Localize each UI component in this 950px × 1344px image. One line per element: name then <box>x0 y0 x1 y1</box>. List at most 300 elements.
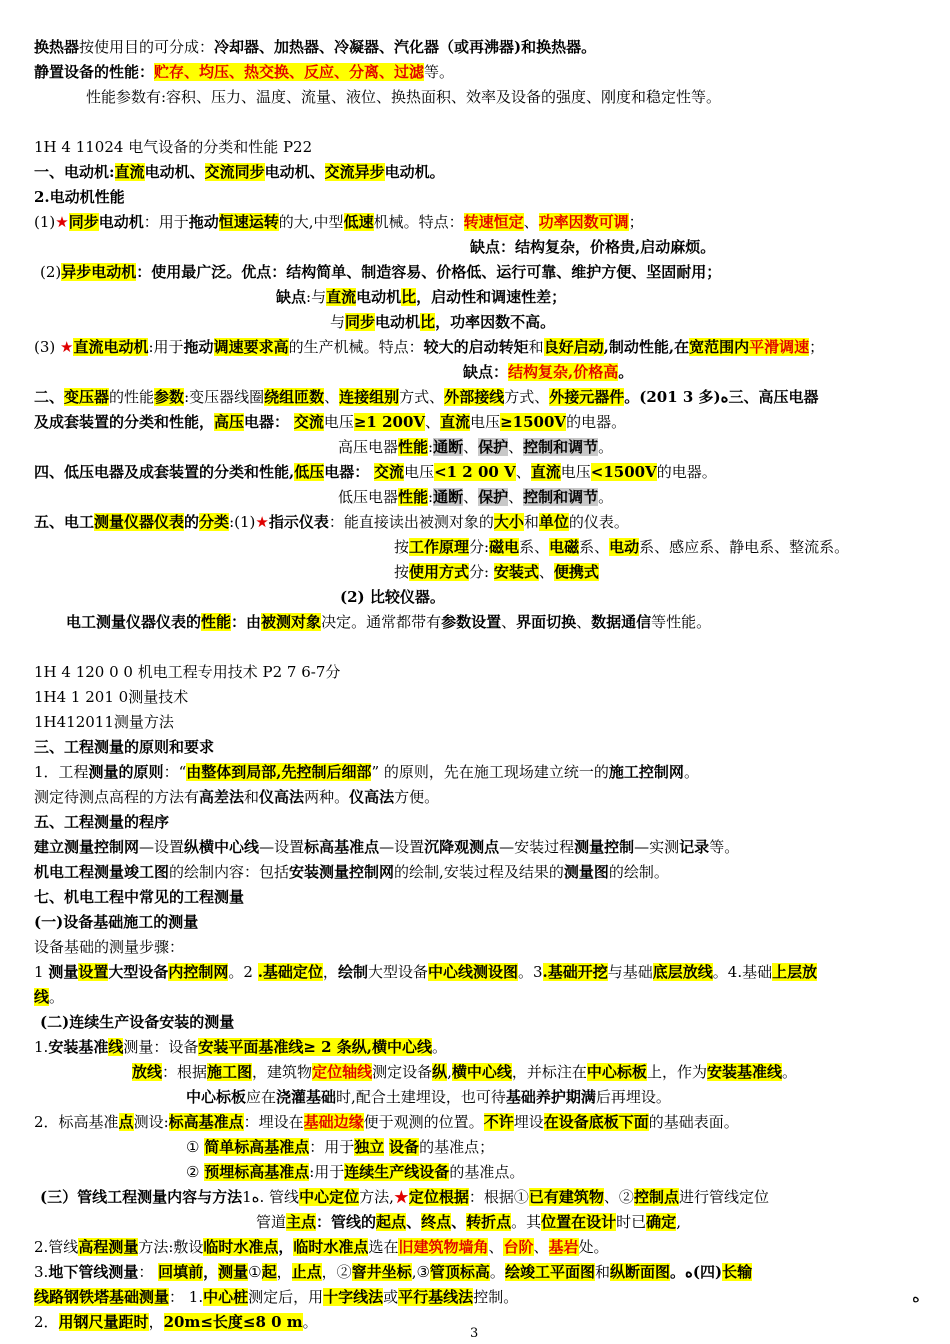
text-segment: 1H 4 120 0 0 机电工程专用技术 P2 7 6-7分 <box>34 663 341 681</box>
text-segment: 主点 <box>286 1213 317 1231</box>
text-line <box>470 236 715 258</box>
text-segment: 交流 <box>293 413 324 431</box>
text-segment: ① <box>248 1263 262 1281</box>
text-segment: <1 2 00 V <box>434 463 516 481</box>
star-icon: ★ <box>393 1188 409 1206</box>
text-segment: 。 <box>781 1063 797 1081</box>
text-line <box>34 686 188 708</box>
text-segment: ：根据① <box>468 1188 529 1206</box>
text-segment: ：由 <box>231 613 262 631</box>
text-line <box>394 561 599 583</box>
text-line <box>34 136 312 158</box>
text-segment: 性能 <box>398 438 429 456</box>
text-segment: 宽范围内 <box>689 338 750 356</box>
text-segment: 2.管线 <box>34 1238 79 1256</box>
text-segment: —设置 <box>139 838 185 856</box>
text-segment: 定位根据 <box>408 1188 469 1206</box>
text-segment: 。(201 3 多)ﻩ三、高压电器 <box>624 388 819 406</box>
text-segment: 独立 <box>354 1138 385 1156</box>
text-segment: 系、感应系、静电系、整流系。 <box>639 538 850 556</box>
text-segment: 中心桩 <box>203 1288 249 1306</box>
text-segment: ：使用最广泛。优点：结构简单、制造容易、价格低、运行可靠、维护方便、坚固耐用； <box>136 263 722 281</box>
text-segment: ① <box>186 1138 205 1156</box>
text-segment: 四、低压电器及成套装置的分类和性能, <box>34 463 295 481</box>
text-segment: 长输 <box>722 1263 753 1281</box>
text-segment: 两种。 <box>304 788 350 806</box>
text-segment: 静置设备的性能： <box>34 63 155 81</box>
text-segment: 方便。 <box>394 788 440 806</box>
text-segment: 已有建筑物 <box>528 1188 604 1206</box>
text-line <box>394 536 849 558</box>
text-segment: 台阶 <box>503 1238 534 1256</box>
text-segment: 拖动 <box>183 338 214 356</box>
text-segment: 的生产机械。特点： <box>288 338 424 356</box>
text-segment: ,制动性能,在 <box>603 338 690 356</box>
text-line <box>34 386 819 408</box>
text-segment: 和 <box>528 338 544 356</box>
text-segment: 低压 <box>294 463 325 481</box>
text-segment: 上层放 <box>772 963 818 981</box>
text-segment: 线路钢铁塔基础测量 <box>34 1288 170 1306</box>
text-segment: 处。 <box>578 1238 609 1256</box>
text-segment: (2) 比较仪器。 <box>340 588 445 606</box>
text-segment: 恒速运转 <box>218 213 279 231</box>
text-segment: 性能 <box>398 488 429 506</box>
text-segment: ：用于 <box>143 213 189 231</box>
star-icon: ★ <box>60 338 74 356</box>
text-segment: 直流 <box>114 163 145 181</box>
text-segment: 直流 <box>440 413 471 431</box>
text-segment: 交流同步 <box>204 163 265 181</box>
text-segment: 性能 <box>201 613 232 631</box>
text-segment: ： <box>138 1263 159 1281</box>
text-segment: 1H4 1 201 0测量技术 <box>34 688 189 706</box>
text-segment: 等性能。 <box>651 613 712 631</box>
text-segment: 、 <box>523 213 539 231</box>
text-segment: ，启动性和调速性差； <box>416 288 567 306</box>
text-segment: 方法, <box>359 1188 394 1206</box>
text-segment: 在设备底板下面 <box>543 1113 649 1131</box>
text-segment: 时,配合土建埋设，也可待 <box>336 1088 506 1106</box>
text-segment: 。 <box>49 988 65 1006</box>
text-line <box>912 1286 920 1308</box>
text-segment: 测量 <box>218 1263 249 1281</box>
text-line <box>34 936 184 958</box>
text-segment: 放线 <box>132 1063 163 1081</box>
text-segment: —设置 <box>379 838 425 856</box>
text-segment: 。2 <box>228 963 258 981</box>
text-segment: 测量：设备 <box>123 1038 199 1056</box>
text-line <box>34 836 739 858</box>
text-segment: 纵断面图 <box>609 1263 670 1281</box>
text-segment: 地下管线测量 <box>48 1263 139 1281</box>
text-segment: 单位 <box>538 513 569 531</box>
text-segment: 安装基准线 <box>706 1063 782 1081</box>
text-segment: 。3 <box>517 963 543 981</box>
text-segment: 、 <box>406 1213 422 1231</box>
text-segment: 指示仪表 <box>268 513 329 531</box>
text-segment: 纵 <box>432 1063 448 1081</box>
text-segment: 的电器。 <box>566 413 627 431</box>
text-segment: 施工控制网 <box>608 763 684 781</box>
text-segment: 拖动 <box>188 213 219 231</box>
text-segment: 比 <box>420 313 436 331</box>
text-segment: (二)连续生产设备安装的测量 <box>40 1013 235 1031</box>
text-segment: ：管线的 <box>316 1213 377 1231</box>
text-segment: :用于 <box>309 1163 345 1181</box>
text-segment: 、 <box>425 413 441 431</box>
text-segment: 直流电动机 <box>73 338 149 356</box>
text-segment: 低压电器 <box>338 488 399 506</box>
text-segment: 、 <box>508 488 524 506</box>
text-segment: 同步 <box>68 213 99 231</box>
text-segment: 五、电工 <box>34 513 95 531</box>
text-line <box>34 786 439 808</box>
text-segment: 、 <box>501 613 517 631</box>
text-line <box>40 261 721 283</box>
text-segment: 调速要求高 <box>213 338 289 356</box>
text-segment: 缺点：结构复杂，价格贵,启动麻烦。 <box>470 238 716 256</box>
text-segment: 方式、 <box>399 388 445 406</box>
text-segment: 绘竣工平面图 <box>504 1263 595 1281</box>
text-line <box>34 886 244 908</box>
text-segment: 选在 <box>368 1238 399 1256</box>
text-segment: 二、 <box>34 388 65 406</box>
text-segment: 确定 <box>646 1213 677 1231</box>
text-segment: 控制和调节 <box>523 438 599 456</box>
text-segment: ≥1 200V <box>353 413 426 431</box>
text-segment: 分: <box>469 563 494 581</box>
text-segment: 按 <box>394 563 410 581</box>
text-segment: 安装平面基准线≥ 2 条纵,横中心线 <box>198 1038 433 1056</box>
text-segment: 窨井坐标 <box>351 1263 412 1281</box>
text-segment: :(1) <box>229 513 256 531</box>
text-segment: 中心定位 <box>299 1188 360 1206</box>
text-line <box>34 736 214 758</box>
text-line <box>34 861 669 883</box>
text-segment: 转速恒定 <box>463 213 524 231</box>
text-segment: 电器： <box>324 463 370 481</box>
text-segment: 、 <box>533 1238 549 1256</box>
text-segment: ，② <box>321 1263 352 1281</box>
text-segment: 及成套装置的分类和性能， <box>34 413 215 431</box>
text-segment: 电压 <box>470 413 501 431</box>
text-line <box>34 1286 518 1308</box>
text-segment: 临时水准点 <box>203 1238 279 1256</box>
text-segment: ， <box>322 963 338 981</box>
text-segment: 起 <box>261 1263 277 1281</box>
text-segment: 结构复杂,价格高 <box>508 363 619 381</box>
text-segment: 仪高法 <box>259 788 305 806</box>
text-segment: 变压器 <box>64 388 110 406</box>
text-line <box>34 1261 752 1283</box>
text-segment: 。 <box>489 1263 505 1281</box>
text-segment: 冷却器、加热器、冷凝器、汽化器（或再沸器)和换热器。 <box>214 38 597 56</box>
text-segment: 大型设备 <box>108 963 169 981</box>
text-segment: 线 <box>34 988 50 1006</box>
text-segment: 管顶标高 <box>429 1263 490 1281</box>
text-segment: 电工测量仪器仪表的 <box>66 613 202 631</box>
text-segment: 安装测量控制网 <box>289 863 395 881</box>
text-segment: .基础开挖 <box>542 963 608 981</box>
text-segment: 回填前 <box>158 1263 204 1281</box>
text-segment: 电动机 <box>356 288 402 306</box>
text-segment: 缺点： <box>463 363 509 381</box>
text-segment: 磁电 <box>489 538 520 556</box>
text-segment: 。 <box>302 1313 318 1331</box>
text-segment: 、 <box>488 1238 504 1256</box>
text-segment: 简单标高基准点 <box>204 1138 310 1156</box>
text-segment: 电压 <box>323 413 354 431</box>
text-segment: 测量的原则 <box>88 763 164 781</box>
text-line <box>186 1136 494 1158</box>
text-line <box>330 311 555 333</box>
text-line <box>132 1061 797 1083</box>
text-segment: 终点 <box>421 1213 452 1231</box>
text-segment: 基岩 <box>548 1238 579 1256</box>
text-segment: 设置 <box>78 963 109 981</box>
text-segment: 2． <box>34 1313 59 1331</box>
text-segment: 连接组别 <box>339 388 400 406</box>
text-segment: 时已 <box>616 1213 647 1231</box>
text-line <box>34 1311 318 1333</box>
text-segment: 方法:敷设 <box>138 1238 204 1256</box>
text-segment: 施工图 <box>207 1063 253 1081</box>
text-segment: 方式、 <box>504 388 550 406</box>
text-segment: 横中心线 <box>451 1063 512 1081</box>
text-segment: 安装式 <box>493 563 539 581</box>
text-segment: 。其 <box>511 1213 542 1231</box>
text-segment: 基础边缘 <box>303 1113 364 1131</box>
text-segment: ，并标注在 <box>511 1063 587 1081</box>
text-segment: 测量控制 <box>574 838 635 856</box>
text-segment: 同步 <box>345 313 376 331</box>
text-segment: 分类 <box>199 513 230 531</box>
text-segment: 参数设置 <box>441 613 502 631</box>
text-line <box>40 1186 769 1208</box>
text-segment: 和 <box>244 788 260 806</box>
text-segment: 定位轴线 <box>312 1063 373 1081</box>
text-segment: ：埋设在 <box>243 1113 304 1131</box>
text-segment: 直流 <box>530 463 561 481</box>
text-segment: 一、电动机: <box>34 163 115 181</box>
text-segment: 控制。 <box>473 1288 519 1306</box>
text-line <box>86 86 721 108</box>
text-segment: 管道 <box>256 1213 287 1231</box>
text-segment: 中心标板 <box>186 1088 247 1106</box>
text-line <box>34 961 817 983</box>
text-segment: 。 <box>618 363 634 381</box>
text-segment: 不许 <box>483 1113 514 1131</box>
text-segment: 后再埋设。 <box>595 1088 671 1106</box>
text-segment: 保护 <box>478 488 509 506</box>
text-segment: 电压 <box>560 463 591 481</box>
text-segment: ， <box>203 1263 219 1281</box>
text-segment: (一)设备基础施工的测量 <box>34 913 199 931</box>
text-segment: 建立测量 <box>34 838 95 856</box>
text-segment: 高压 <box>214 413 245 431</box>
text-line <box>34 1236 609 1258</box>
text-segment: 测定设备 <box>372 1063 433 1081</box>
text-segment: 设备基础的测量步骤： <box>34 938 185 956</box>
text-segment: 测设: <box>133 1113 169 1131</box>
text-segment: 保护 <box>478 438 509 456</box>
text-segment: :变压器线圈 <box>184 388 265 406</box>
text-segment: 按 <box>394 538 410 556</box>
text-segment: 缺点 <box>276 288 307 306</box>
text-segment: 绘制 <box>337 963 368 981</box>
text-segment: 、② <box>603 1188 634 1206</box>
text-segment: (三）管线工程测量内容与方法 <box>40 1188 243 1206</box>
text-segment: 测定后，用 <box>248 1288 324 1306</box>
text-segment: , <box>676 1213 681 1231</box>
text-segment: 3. <box>34 1263 49 1281</box>
text-line <box>34 36 596 58</box>
text-segment: 控制网 <box>94 838 140 856</box>
text-segment: 、 <box>324 388 340 406</box>
page-number: 3 <box>470 1326 479 1341</box>
text-segment: 位置在设计 <box>541 1213 617 1231</box>
text-segment: 被测对象 <box>261 613 322 631</box>
text-line <box>34 661 340 683</box>
text-line <box>34 336 824 358</box>
text-segment: 分: <box>469 538 490 556</box>
text-segment: 1. <box>34 1038 49 1056</box>
text-line <box>34 411 626 433</box>
text-segment: 的基准点； <box>419 1138 495 1156</box>
text-segment: 的绘制,安装过程及结果的 <box>394 863 564 881</box>
text-segment: 系、 <box>579 538 610 556</box>
text-segment: 电磁 <box>549 538 580 556</box>
text-segment: 底层放线 <box>652 963 713 981</box>
text-segment: 高差法 <box>199 788 245 806</box>
text-segment: 1 <box>34 963 49 981</box>
text-segment: 测定待测点高程的方法有 <box>34 788 200 806</box>
text-segment: 机械。特点： <box>373 213 464 231</box>
text-segment: 的仪表。 <box>568 513 629 531</box>
text-line <box>66 611 711 633</box>
text-segment: 、 <box>463 488 479 506</box>
text-segment: 与基础 <box>607 963 653 981</box>
text-segment: 埋设 <box>513 1113 544 1131</box>
text-segment: 2．标高基准 <box>34 1113 119 1131</box>
text-segment: 的 <box>184 513 200 531</box>
text-segment: 测量 <box>48 963 79 981</box>
text-segment: —安装过程 <box>499 838 575 856</box>
text-segment: ，功率因数不高。 <box>435 313 556 331</box>
text-segment: ② <box>186 1163 205 1181</box>
text-segment: 沉降观测点 <box>424 838 500 856</box>
text-segment: 和 <box>523 513 539 531</box>
text-segment: 系、 <box>519 538 550 556</box>
text-segment: 绕组匝数 <box>264 388 325 406</box>
text-segment: 交流 <box>374 463 405 481</box>
text-line <box>34 1036 447 1058</box>
text-segment: <1500V <box>590 463 657 481</box>
text-segment: 按使用目的可分成： <box>79 38 215 56</box>
text-segment: 控制和调节 <box>523 488 599 506</box>
text-segment: ：“ <box>163 763 187 781</box>
text-segment: 用钢尺量距时 <box>58 1313 149 1331</box>
text-segment: 纵横中心线 <box>184 838 260 856</box>
text-segment: 低速 <box>343 213 374 231</box>
text-segment: .基础定位 <box>257 963 323 981</box>
text-segment: 应在 <box>246 1088 277 1106</box>
text-segment: 1ﻩ. 管线 <box>242 1188 300 1206</box>
text-segment: 的电器。 <box>656 463 717 481</box>
text-segment: 、 <box>451 1213 467 1231</box>
text-segment: 机电工程测量竣工图 <box>34 863 170 881</box>
text-line <box>34 711 174 733</box>
text-segment: 决定。通常都带有 <box>321 613 442 631</box>
text-segment: 性能参数有:容积、压力、温度、流量、液位、换热面积、效率及设备的强度、刚度和稳定性等。 <box>86 88 722 106</box>
text-segment: 通断 <box>433 438 464 456</box>
text-segment: 异步电动机 <box>61 263 137 281</box>
text-segment: 电动机。 <box>384 163 445 181</box>
text-segment: 平滑调速 <box>749 338 810 356</box>
text-segment: 便于观测的位置。 <box>363 1113 484 1131</box>
text-segment: ：用于 <box>309 1138 355 1156</box>
text-segment: (1) <box>34 213 56 231</box>
text-segment: , <box>447 1063 452 1081</box>
text-line <box>34 511 629 533</box>
text-segment: —设置 <box>259 838 305 856</box>
text-line <box>34 986 64 1008</box>
text-segment: 控制点 <box>633 1188 679 1206</box>
text-segment: 的大,中型 <box>278 213 344 231</box>
text-segment: 临时水准点 <box>293 1238 369 1256</box>
text-line <box>34 761 699 783</box>
text-line <box>34 1111 739 1133</box>
text-segment: ， <box>278 1238 294 1256</box>
text-line <box>338 436 613 458</box>
text-segment: ； <box>809 338 825 356</box>
text-segment: 测量图 <box>563 863 609 881</box>
text-segment: 预埋标高基准点 <box>204 1163 310 1181</box>
text-segment: 。4.基础 <box>712 963 773 981</box>
text-segment: 安装基准 <box>48 1038 109 1056</box>
text-segment: ：能直接读出被测对象的 <box>328 513 494 531</box>
text-segment: 。ﻩ(四) <box>669 1263 723 1281</box>
text-segment: 电压 <box>404 463 435 481</box>
text-segment: ，建筑物 <box>252 1063 313 1081</box>
text-segment: 十字线法 <box>323 1288 384 1306</box>
text-segment: 外接元器件 <box>549 388 625 406</box>
text-segment: 浇灌基础 <box>276 1088 337 1106</box>
text-segment: 高压电器 <box>338 438 399 456</box>
text-line <box>34 61 454 83</box>
text-segment: 、 <box>538 563 554 581</box>
text-segment: 大型设备 <box>367 963 428 981</box>
text-segment: 1．工程 <box>34 763 89 781</box>
text-line <box>34 811 169 833</box>
text-segment: 、 <box>508 438 524 456</box>
text-segment: 。 <box>598 438 614 456</box>
text-segment: 或 <box>383 1288 399 1306</box>
text-segment: ：根据 <box>162 1063 208 1081</box>
text-segment: 和 <box>594 1263 610 1281</box>
text-segment: 直流 <box>326 288 357 306</box>
text-line <box>340 586 445 608</box>
text-segment: 内控制网 <box>168 963 229 981</box>
text-segment: 等。 <box>424 63 455 81</box>
text-segment: 旧建筑物墙角 <box>398 1238 489 1256</box>
text-segment: :与 <box>306 288 327 306</box>
text-segment: ， <box>148 1313 164 1331</box>
text-segment: 外部接线 <box>444 388 505 406</box>
text-segment: 与 <box>330 313 346 331</box>
text-segment: 由整体到局部,先控制后细部 <box>186 763 372 781</box>
